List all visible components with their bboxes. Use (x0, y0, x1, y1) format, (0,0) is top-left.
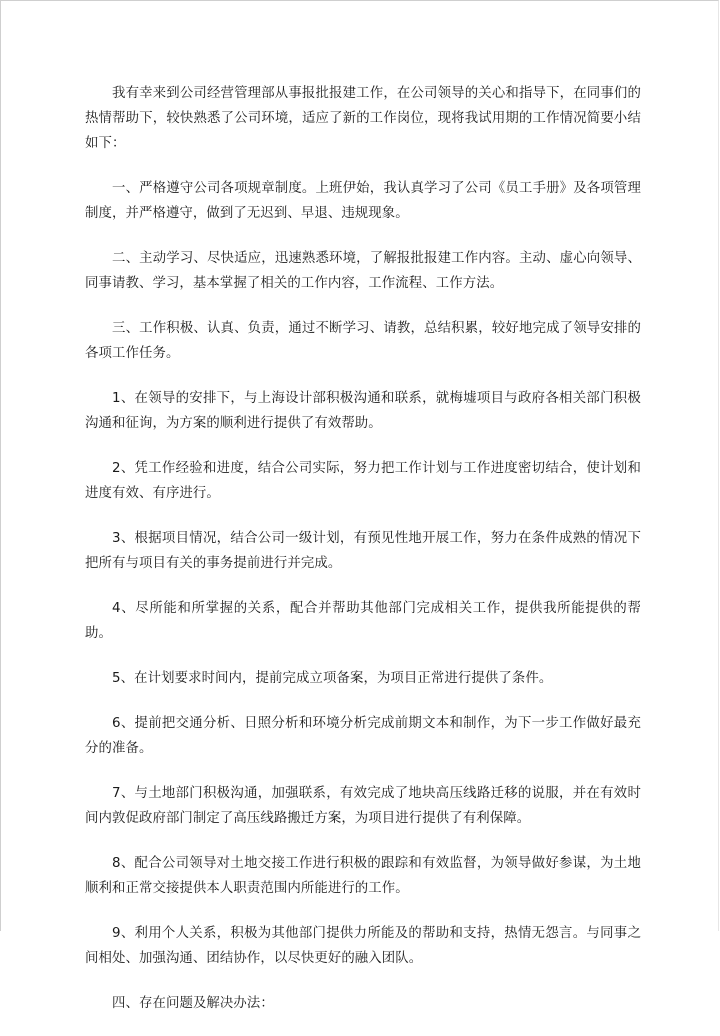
section-1-paragraph: 一、严格遵守公司各项规章制度。上班伊始，我认真学习了公司《员工手册》及各项管理制度，并严格遵守，做到了无迟到、早退、违规现象。 (85, 181, 641, 221)
item-8-paragraph: 8、配合公司领导对土地交接工作进行积极的跟踪和有效监督，为领导做好参谋，为土地顺利和正常交接提供本人职责范围内所能进行的工作。 (85, 856, 641, 896)
section-4-heading: 四、存在问题及解决办法： (112, 996, 274, 1011)
item-7-paragraph: 7、与土地部门积极沟通，加强联系，有效完成了地块高压线路迁移的说服，并在有效时间内敦促政府部门制定了高压线路搬迁方案，为项目进行提供了有利保障。 (85, 786, 641, 826)
item-1-paragraph: 1、在领导的安排下，与上海设计部积极沟通和联系，就梅墟项目与政府各相关部门积极沟通和征询，为方案的顺利进行提供了有效帮助。 (85, 391, 641, 431)
item-2-paragraph: 2、凭工作经验和进度，结合公司实际，努力把工作计划与工作进度密切结合，使计划和进度有效、有序进行。 (85, 461, 641, 501)
item-6-paragraph: 6、提前把交通分析、日照分析和环境分析完成前期文本和制作，为下一步工作做好最充分的准备。 (85, 716, 641, 756)
item-4-paragraph: 4、尽所能和所掌握的关系，配合并帮助其他部门完成相关工作，提供我所能提供的帮助。 (85, 601, 641, 641)
section-3-paragraph: 三、工作积极、认真、负责，通过不断学习、请教，总结积累，较好地完成了领导安排的各项工作任务。 (85, 321, 641, 361)
item-5-paragraph: 5、在计划要求时间内，提前完成立项备案，为项目正常进行提供了条件。 (112, 671, 553, 686)
item-9-paragraph: 9、利用个人关系，积极为其他部门提供力所能及的帮助和支持，热情无怨言。与同事之间相处、加强沟通、团结协作，以尽快更好的融入团队。 (85, 926, 641, 966)
item-3-paragraph: 3、根据项目情况，结合公司一级计划，有预见性地开展工作，努力在条件成熟的情况下把所有与项目有关的事务提前进行并完成。 (85, 531, 641, 571)
section-2-paragraph: 二、主动学习、尽快适应，迅速熟悉环境，了解报批报建工作内容。主动、虚心向领导、同事请教、学习，基本掌握了相关的工作内容，工作流程、工作方法。 (85, 251, 641, 291)
document-body (85, 81, 641, 1036)
intro-paragraph: 我有幸来到公司经营管理部从事报批报建工作，在公司领导的关心和指导下，在同事们的热情帮助下，较快熟悉了公司环境，适应了新的工作岗位，现将我试用期的工作情况简要小结如下： (85, 86, 641, 151)
